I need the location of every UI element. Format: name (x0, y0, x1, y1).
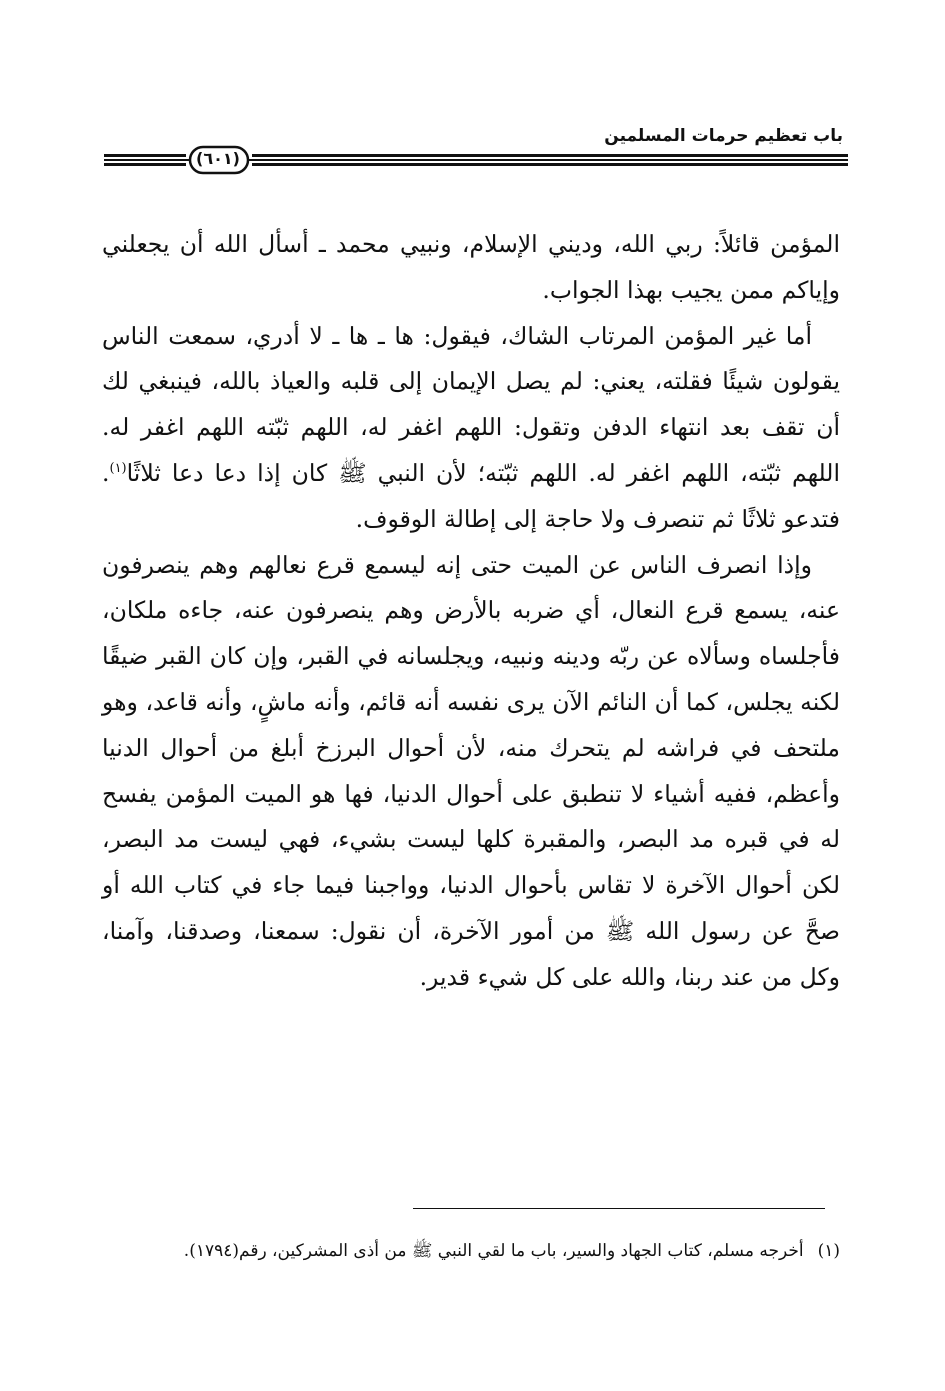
paragraph-1: المؤمن قائلاً: ربي الله، وديني الإسلام، ونبيي محمد ـ أسأل الله أن يجعلني وإياكم ممن يجيب بهذا الجواب. (102, 230, 840, 304)
paragraph-3: وإذا انصرف الناس عن الميت حتى إنه ليسمع قرع نعالهم وهم ينصرفون عنه، يسمع قرع النعال، أي ضربه بالأرض وهم ينصرفون عنه، جاءه ملكان، فأجلساه وسألاه عن ربّه ودينه ونبيه، ويجلسانه في القبر، وإن كان القبر ضيقًا لكنه يجلس، كما أن النائم الآن يرى نفسه أنه قائم، وأنه ماشٍ، وأنه قاعد، وهو ملتحف في فراشه لم يتحرك منه، لأن أحوال البرزخ أبلغ من أحوال الدنيا وأعظم، ففيه أشياء لا تنطبق على أحوال الدنيا، فها هو الميت المؤمن يفسح له في قبره مد البصر، والمقبرة كلها ليست بشيء، فهي ليست مد البصر، لكن أحوال الآخرة لا تقاس بأحوال الدنيا، وواجبنا فيما جاء في كتاب الله أو صحَّ عن رسول الله ﷺ من أمور الآخرة، أن نقول: سمعنا، وصدقنا، وآمنا، وكل من عند ربنا، والله على كل شيء قدير. (102, 550, 840, 991)
paragraph-2 (102, 314, 840, 543)
paragraph-2-text: أما غير المؤمن المرتاب الشاك، فيقول: ها ـ ها ـ لا أدري، سمعت الناس يقولون شيئًا فقلته، يعني: لم يصل الإيمان إلى قلبه والعياذ بالله، فينبغي لك أن تقف بعد انتهاء الدفن وتقول: اللهم اغفر له، اللهم ثبّته اللهم اغفر له. اللهم ثبّته، اللهم اغفر له. اللهم ثبّته؛ لأن النبي ﷺ كان إذا دعا دعا ثلاثًا (102, 321, 840, 487)
footnote-reference[interactable]: (١) (109, 461, 127, 477)
main-text (102, 222, 840, 1001)
paragraph-2-tail: . فتدعو ثلاثًا ثم تنصرف ولا حاجة إلى إطالة الوقوف. (102, 458, 840, 533)
footnote-number: (١) (817, 1241, 840, 1261)
running-header-title: باب تعظيم حرمات المسلمين (604, 126, 843, 146)
footnote-text: أخرجه مسلم، كتاب الجهاد والسير، باب ما لقي النبي ﷺ من أذى المشركين، رقم(١٧٩٤). (183, 1241, 804, 1261)
footnote (102, 1238, 840, 1264)
footnote-separator (413, 1208, 825, 1209)
page-number: (٦٠١) (196, 149, 240, 168)
